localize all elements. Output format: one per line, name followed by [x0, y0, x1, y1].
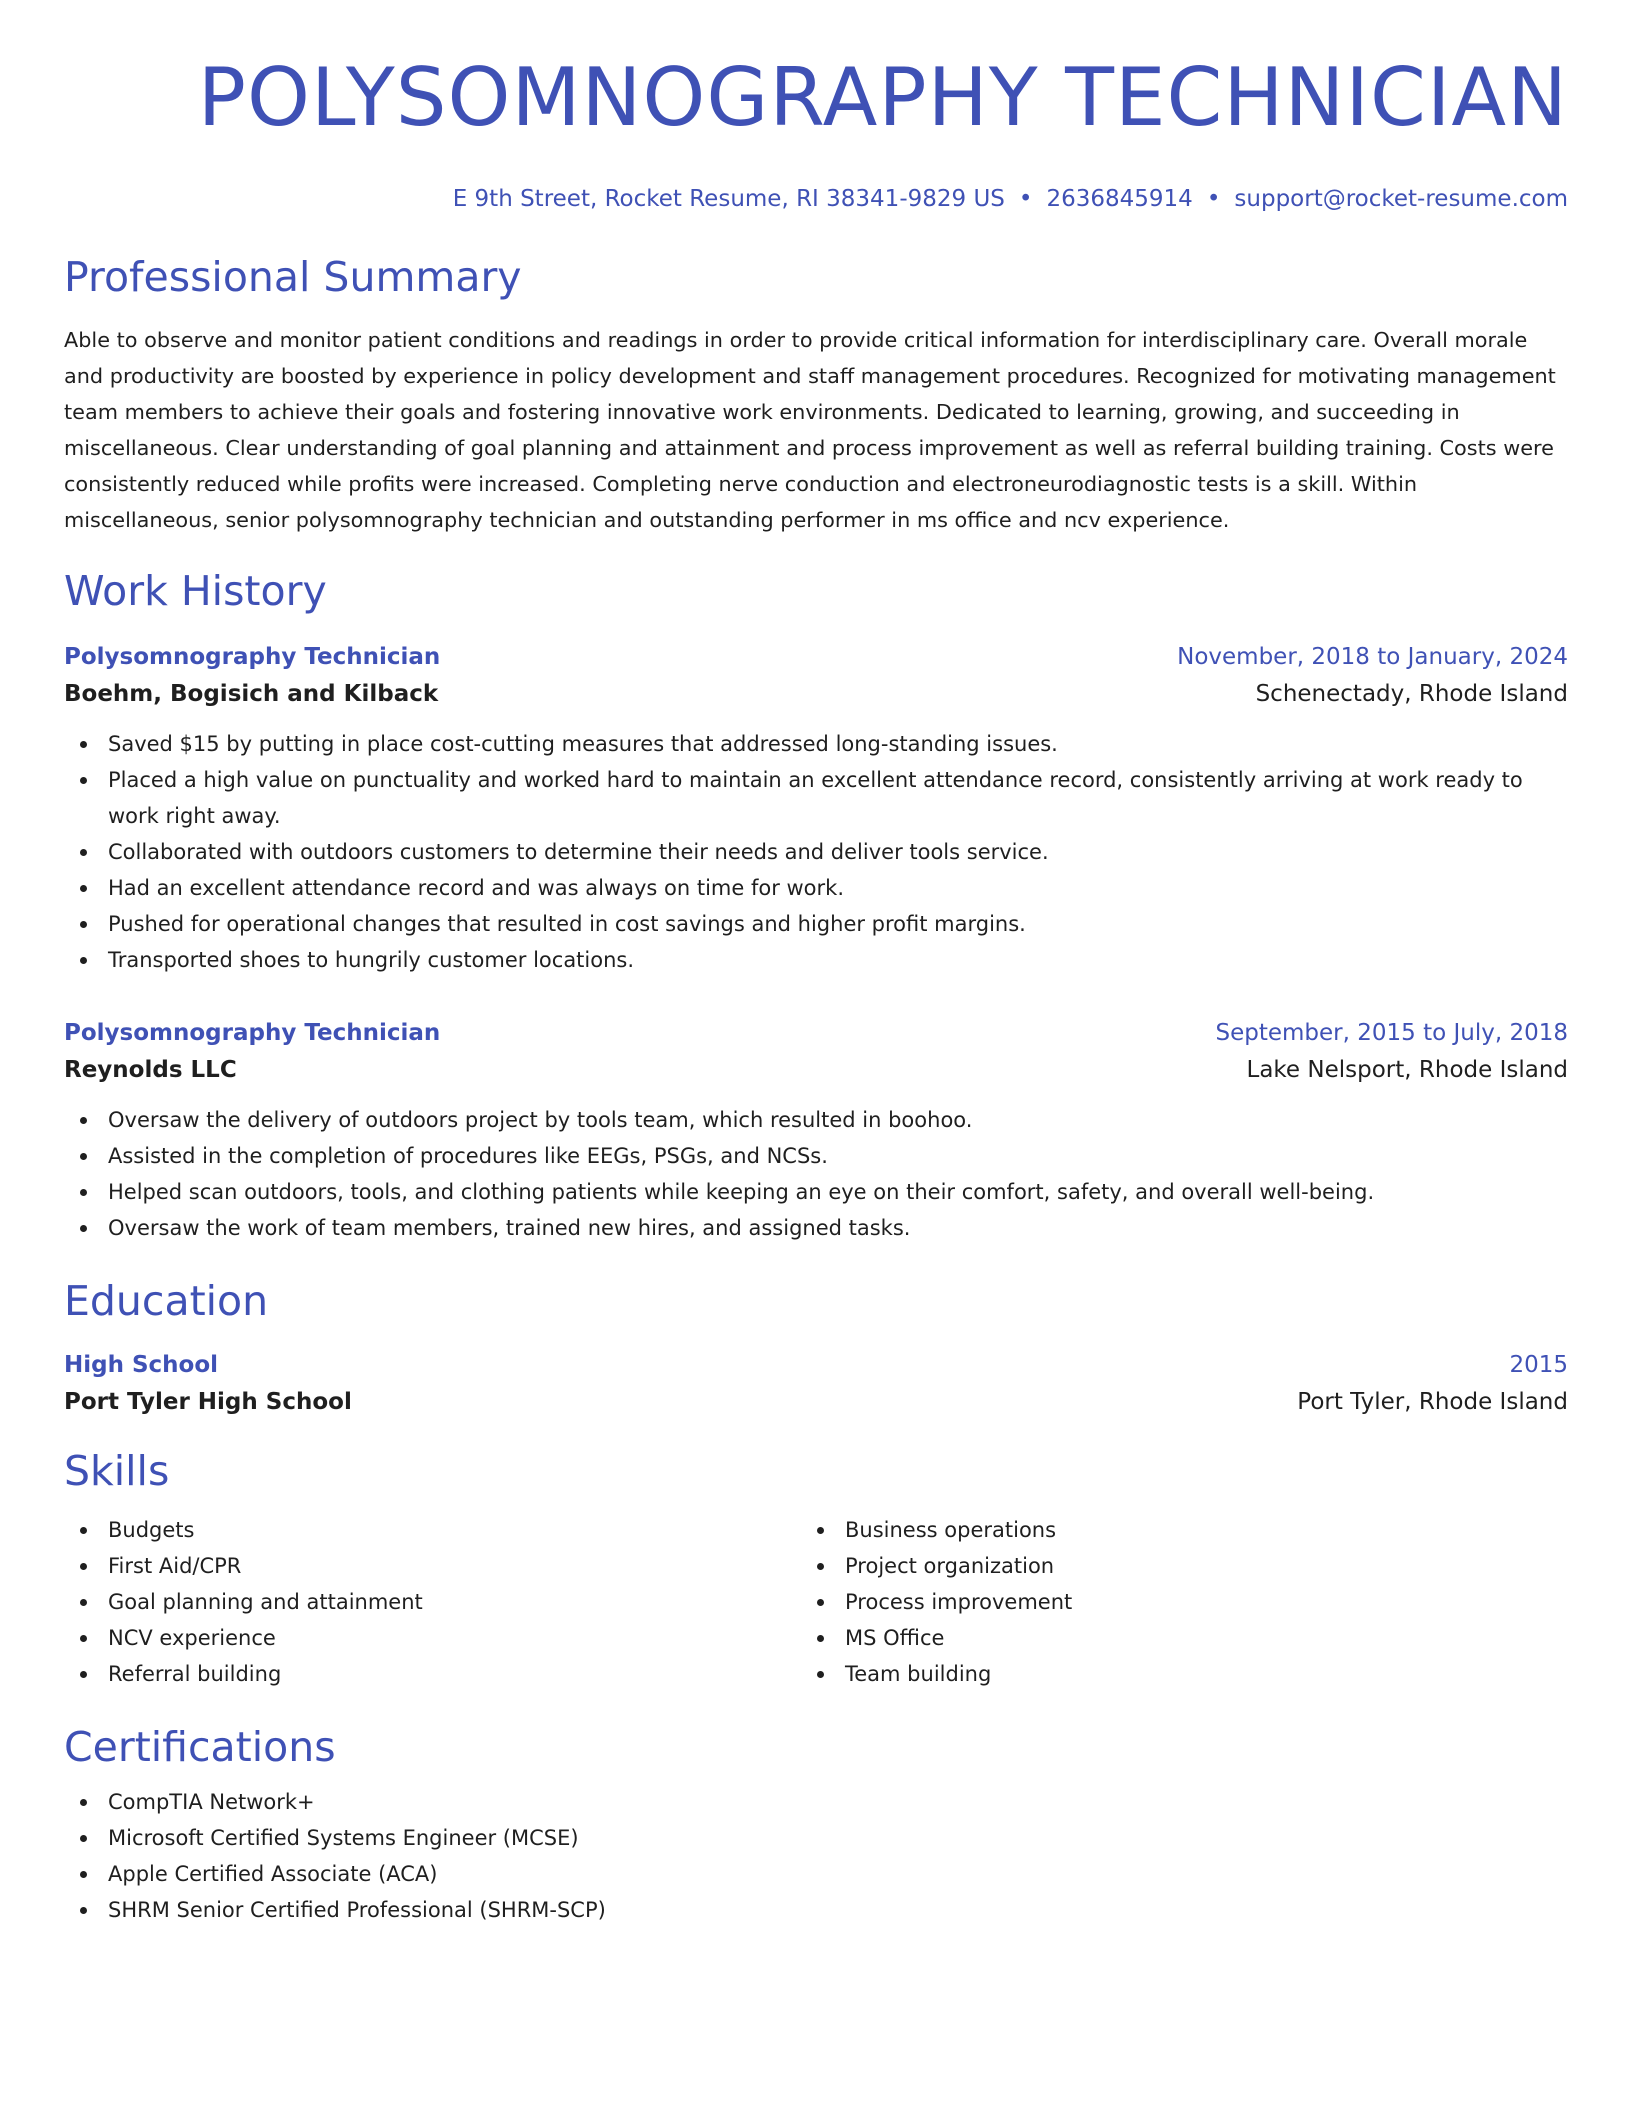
certifications-list: [64, 1784, 1568, 1928]
section-title-skills: Skills: [64, 1447, 170, 1495]
skill-item: MS Office: [801, 1620, 1538, 1656]
job-location: Schenectady, Rhode Island: [1255, 681, 1568, 707]
job-bullets: [64, 726, 1568, 978]
education-school-row: [64, 1382, 1568, 1422]
skill-item: Budgets: [64, 1512, 801, 1548]
job-dates: September, 2015 to July, 2018: [1215, 1020, 1568, 1046]
job-bullet: Oversaw the work of team members, trained new hires, and assigned tasks.: [64, 1210, 1568, 1246]
resume-name: POLYSOMNOGRAPHY TECHNICIAN: [197, 51, 1568, 144]
job-entry: [64, 1016, 1568, 1246]
job-position: Polysomnography Technician: [64, 644, 441, 670]
section-title-education: Education: [64, 1277, 269, 1325]
job-bullets: [64, 1102, 1568, 1246]
contact-phone: 2636845914: [1046, 186, 1193, 212]
section-title-work-history: Work History: [64, 567, 327, 615]
certification-item: CompTIA Network+: [64, 1784, 1568, 1820]
skills-column-left: [64, 1512, 801, 1692]
section-title-summary: Professional Summary: [64, 253, 522, 301]
job-entry: [64, 640, 1568, 978]
certification-item: Microsoft Certified Systems Engineer (MCSE): [64, 1820, 1568, 1856]
contact-separator: •: [1206, 186, 1221, 212]
job-bullet: Had an excellent attendance record and was always on time for work.: [64, 870, 1568, 906]
education-degree: High School: [64, 1352, 219, 1378]
education-year: 2015: [1509, 1352, 1568, 1378]
job-company-row: [64, 674, 1568, 714]
skill-item: Business operations: [801, 1512, 1538, 1548]
skills-grid: [64, 1512, 1568, 1692]
contact-line: [64, 184, 1568, 214]
contact-address: E 9th Street, Rocket Resume, RI 38341-9829 US: [452, 186, 1005, 212]
job-dates: November, 2018 to January, 2024: [1177, 644, 1568, 670]
job-company: Boehm, Bogisich and Kilback: [64, 681, 439, 707]
job-bullet: Oversaw the delivery of outdoors project by tools team, which resulted in boohoo.: [64, 1102, 1568, 1138]
section-title-certifications: Certifications: [64, 1723, 336, 1771]
job-company: Reynolds LLC: [64, 1057, 237, 1083]
job-header: [64, 640, 1568, 674]
skill-item: First Aid/CPR: [64, 1548, 801, 1584]
job-bullet: Transported shoes to hungrily customer locations.: [64, 942, 1568, 978]
skill-item: Goal planning and attainment: [64, 1584, 801, 1620]
certification-item: Apple Certified Associate (ACA): [64, 1856, 1568, 1892]
job-bullet: Pushed for operational changes that resulted in cost savings and higher profit margins.: [64, 906, 1568, 942]
job-bullet: Collaborated with outdoors customers to determine their needs and deliver tools service.: [64, 834, 1568, 870]
education-entry: [64, 1348, 1568, 1422]
certification-item: SHRM Senior Certified Professional (SHRM-SCP): [64, 1892, 1568, 1928]
skills-column-right: [801, 1512, 1538, 1692]
job-company-row: [64, 1050, 1568, 1090]
education-header: [64, 1348, 1568, 1382]
job-bullet: Assisted in the completion of procedures like EEGs, PSGs, and NCSs.: [64, 1138, 1568, 1174]
skill-item: NCV experience: [64, 1620, 801, 1656]
education-location: Port Tyler, Rhode Island: [1297, 1389, 1568, 1415]
skill-item: Referral building: [64, 1656, 801, 1692]
job-bullet: Placed a high value on punctuality and worked hard to maintain an excellent attendance record, consistently arriving at work ready to work right away.: [64, 762, 1568, 834]
job-bullet: Saved $15 by putting in place cost-cutting measures that addressed long-standing issues.: [64, 726, 1568, 762]
skill-item: Process improvement: [801, 1584, 1538, 1620]
contact-separator: •: [1018, 186, 1033, 212]
job-bullet: Helped scan outdoors, tools, and clothing patients while keeping an eye on their comfort, safety, and overall well-being.: [64, 1174, 1568, 1210]
job-location: Lake Nelsport, Rhode Island: [1246, 1057, 1568, 1083]
skill-item: Project organization: [801, 1548, 1538, 1584]
skill-item: Team building: [801, 1656, 1538, 1692]
contact-email: support@rocket-resume.com: [1234, 186, 1568, 212]
job-header: [64, 1016, 1568, 1050]
education-school: Port Tyler High School: [64, 1389, 352, 1415]
summary-text: Able to observe and monitor patient conditions and readings in order to provide critical information for interdisciplinary care. Overall morale and productivity are boosted by experience in policy development and staff management procedures. Recognized for motivating management team members to achieve their goals and fostering innovative work environments. Dedicated to learning, growing, and succeeding in miscellaneous. Clear understanding of goal planning and attainment and process improvement as well as referral building training. Costs were consistently reduced while profits were increased. Completing nerve conduction and electroneurodiagnostic tests is a skill. Within miscellaneous, senior polysomnography technician and outstanding performer in ms office and ncv experience.: [64, 328, 1556, 532]
job-position: Polysomnography Technician: [64, 1020, 441, 1046]
